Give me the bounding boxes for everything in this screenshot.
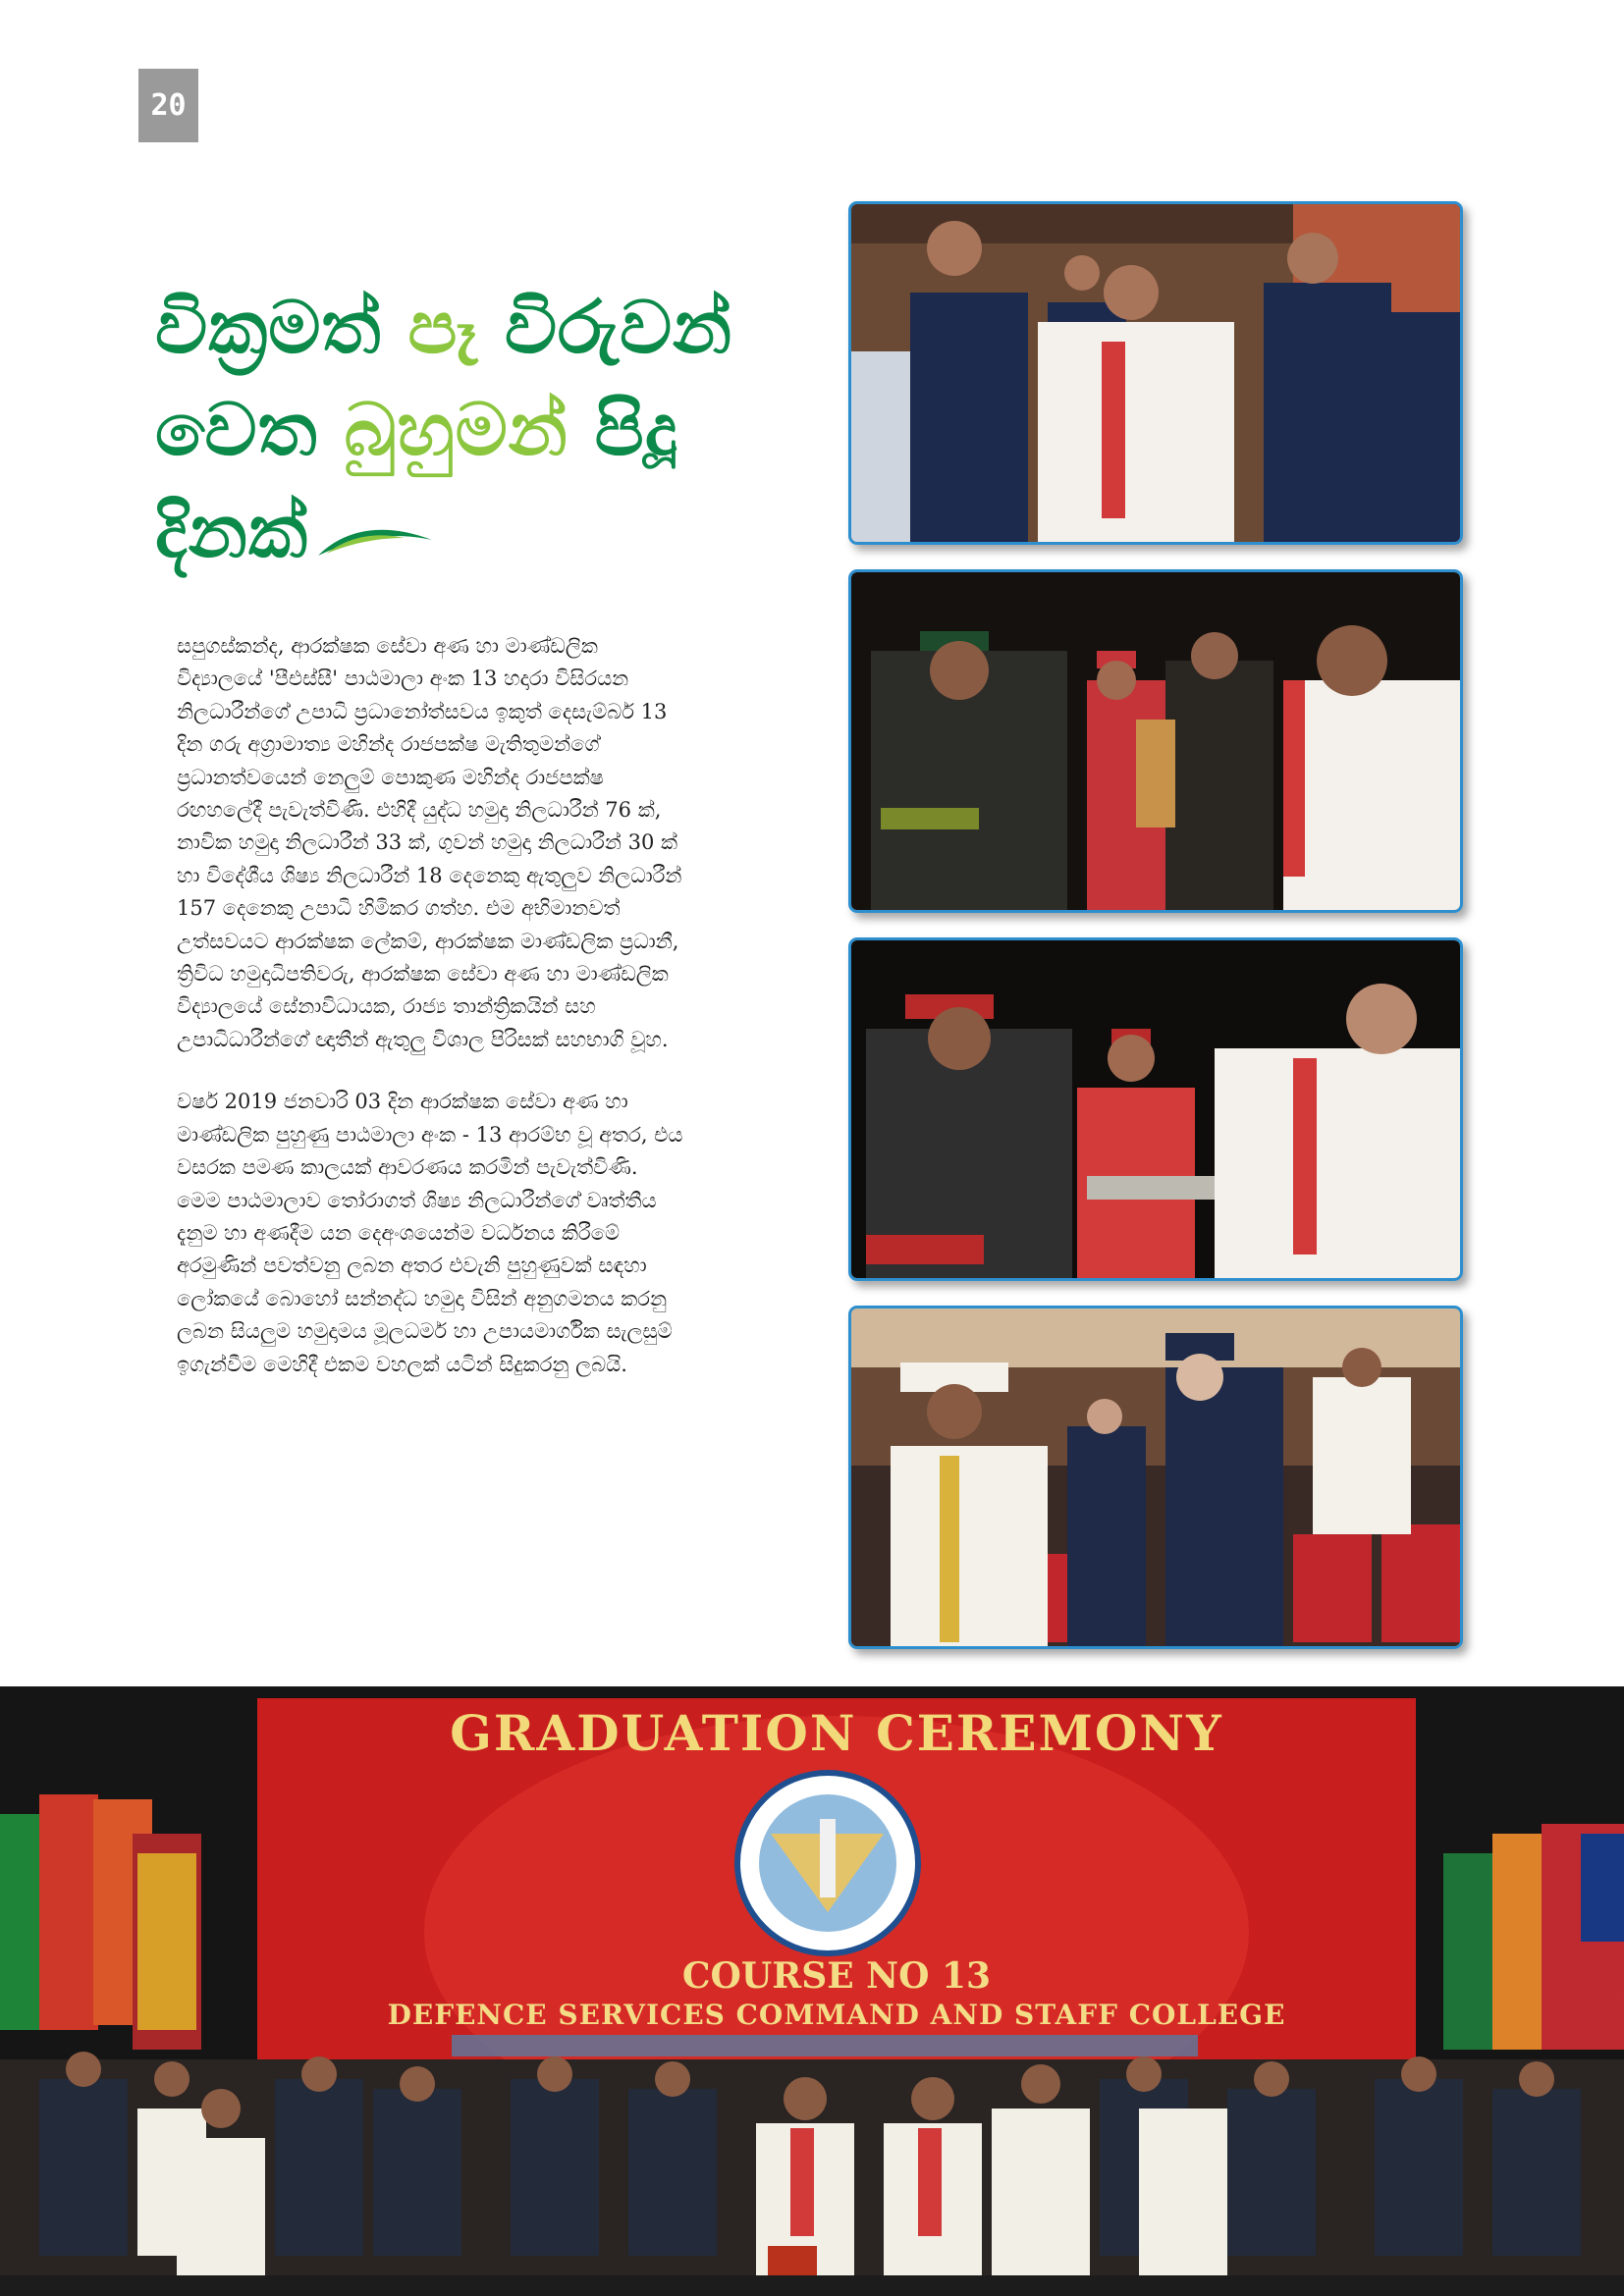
title-word: පෑ [407,286,505,370]
banner-heading: GRADUATION CEREMONY [450,1704,1223,1762]
leaf-swoosh-icon [316,518,434,558]
photo-award-presentation-2 [848,937,1463,1281]
title-word: දිනක් [155,490,309,574]
title-word: වික්‍රමත් [155,286,408,370]
title-word: වෙත [155,388,345,472]
title-word: පිදූ [594,388,678,472]
article-title [155,277,803,583]
article-paragraph: සපුගස්කන්ද, ආරක්ෂක සේවා අණ හා මාණ්ඩලික විද්‍යාලයේ 'පීඑස්සී' පාඨමාලා අංක 13 හදාරා විසිරයන නිලධාරීන්ගේ උපාධි ප්‍රධානෝත්සවය ඉකුත් දෙසැම්බර් 13 දින ගරු අග්‍රාමාත්‍ය මහින්ද රාජපක්ෂ මැතිතුමන්ගේ ප්‍රධානත්වයෙන් නෙලුම් පොකුණ මහින්ද රාජපක්ෂ රඟහලේදී පැවැත්විණි. එහිදී යුද්ධ හමුදා නිලධාරීන් 76 ක්, නාවික හමුදා නිලධාරීන් 33 ක්, ගුවන් හමුදා නිලධාරීන් 30 ක් හා විදේශීය ශිෂ්‍ය නිලධාරීන් 18 දෙනෙකු ඇතුලුව නිලධාරීන් 157 දෙනෙකු උපාධි හිමිකර ගත්හ. එම අභිමානවත් උත්සවයට ආරක්ෂක ලේකම්, ආරක්ෂක මාණ්ඩලික ප්‍රධානී, ත්‍රිවිධ හමුදාධිපතිවරු, ආරක්ෂක සේවා අණ හා මාණ්ඩලික විද්‍යාලයේ සේනාවිධායක, රාජ්‍ය තාන්ත්‍රිකයින් සහ උපාධිධාරීන්ගේ ඥාතීන් ඇතුලු විශාල පිරිසක් සහභාගි වූහ. [177,634,682,1051]
article-body [177,630,687,1411]
banner-course-number: COURSE NO 13 [681,1955,992,1997]
banner-college-name: DEFENCE SERVICES COMMAND AND STAFF COLLEGE [387,1999,1286,2031]
title-word: බුහුමන් [344,388,595,472]
page-number: 20 [138,69,198,142]
article-paragraph: වර්ෂ 2019 ජනවාරි 03 දින ආරක්ෂක සේවා අණ හා මාණ්ඩලික පුහුණු පාඨමාලා අංක - 13 ආරම්භ වූ අතර, එය වසරක පමණ කාලයක් ආවරණය කරමින් පැවැත්විණි. මෙම පාඨමාලාව තෝරාගත් ශිෂ්‍ය නිලධාරීන්ගේ වෘත්තීය දැනුම හා අණදීම යන දෙඅංශයෙන්ම වර්ධනය කිරීමේ අරමුණින් පවත්වනු ලබන අතර එවැනි පුහුණුවක් සඳහා ලෝකයේ බොහෝ සන්නද්ධ හමුදා විසින් අනුගමනය කරනු ලබන සියලුම හමුදාමය මූලධර්ම හා උපායමාර්ගික සැලසුම් ඉගැන්වීම මෙහිදී එකම වහලක් යටින් සිදුකරනු ලබයි. [177,1090,683,1376]
photo-award-presentation-1 [848,569,1463,913]
photo-officers-auditorium [848,1306,1463,1649]
title-word: විරුවන් [504,286,733,370]
photo-dignitaries-arrival [848,201,1463,545]
